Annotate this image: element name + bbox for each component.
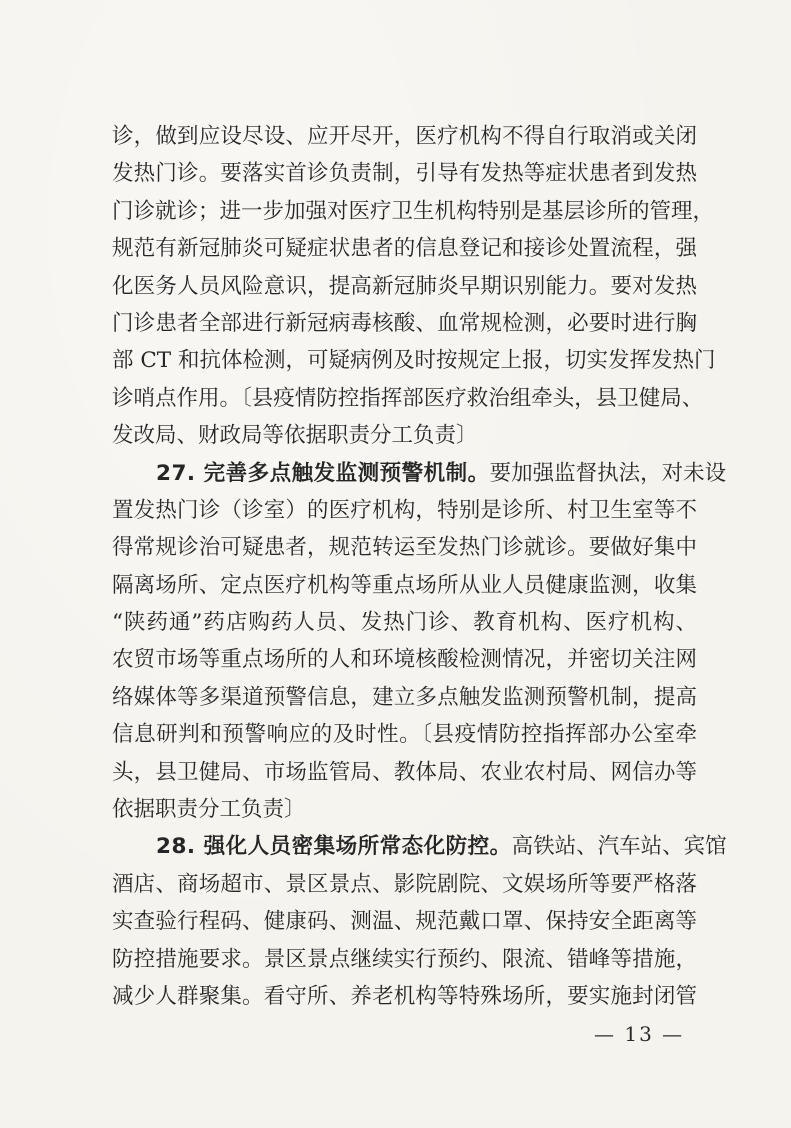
- section-27-line: 头，县卫健局、市场监管局、教体局、农业农村局、网信办等: [112, 759, 697, 785]
- section-28-line: 实查验行程码、健康码、测温、规范戴口罩、保持安全距离等: [112, 909, 697, 935]
- section-27-line: 得常规诊治可疑患者，规范转运至发热门诊就诊。要做好集中: [112, 535, 697, 561]
- section-28-line: 减少人群聚集。看守所、养老机构等特殊场所，要实施封闭管: [112, 983, 697, 1009]
- section-28-first-line: [112, 828, 727, 865]
- section-27-line: 络媒体等多渠道预警信息，建立多点触发监测预警机制，提高: [112, 684, 697, 710]
- body-line: 发改局、财政局等依据职责分工负责〕: [112, 423, 478, 449]
- section-27-heading: 27. 完善多点触发监测预警机制。: [156, 460, 490, 486]
- body-line: 诊哨点作用。〔县疫情防控指挥部医疗救治组牵头，县卫健局、: [112, 385, 704, 411]
- section-28-line: 酒店、商场超市、景区景点、影院剧院、文娱场所等要严格落: [112, 871, 697, 897]
- body-line: 发热门诊。要落实首诊负责制，引导有发热等症状患者到发热: [112, 161, 697, 187]
- body-line: 规范有新冠肺炎可疑症状患者的信息登记和接诊处置流程，强: [112, 236, 697, 262]
- section-27-first-line: [112, 455, 727, 492]
- body-line: 门诊患者全部进行新冠病毒核酸、血常规检测，必要时进行胸: [112, 310, 697, 336]
- body-text: [112, 118, 727, 1015]
- section-28-line: 防控措施要求。景区景点继续实行预约、限流、错峰等措施，: [112, 946, 697, 972]
- section-27-line: 隔离场所、定点医疗机构等重点场所从业人员健康监测，收集: [112, 572, 697, 598]
- section-28-first-line-text: 高铁站、汽车站、宾馆: [511, 834, 727, 860]
- body-line: 化医务人员风险意识，提高新冠肺炎早期识别能力。要对发热: [112, 273, 697, 299]
- section-28-heading: 28. 强化人员密集场所常态化防控。: [156, 834, 512, 860]
- section-27-line: 信息研判和预警响应的及时性。〔县疫情防控指挥部办公室牵: [112, 722, 697, 748]
- body-line: 诊，做到应设尽设、应开尽开，医疗机构不得自行取消或关闭: [112, 124, 697, 149]
- section-27-line: 农贸市场等重点场所的人和环境核酸检测情况，并密切关注网: [112, 647, 697, 673]
- section-27-line: 置发热门诊（诊室）的医疗机构，特别是诊所、村卫生室等不: [112, 497, 697, 523]
- section-27-line: 依据职责分工负责〕: [112, 797, 306, 823]
- body-line: 部 CT 和抗体检测，可疑病例及时按规定上报，切实发挥发热门: [112, 348, 716, 374]
- section-27-line: “陕药通”药店购药人员、发热门诊、教育机构、医疗机构、: [112, 610, 697, 636]
- section-27-first-line-text: 要加强监督执法，对未设: [489, 460, 727, 486]
- body-line: 门诊就诊；进一步加强对医疗卫生机构特别是基层诊所的管理，: [112, 198, 715, 224]
- page-number: — 13 —: [594, 1022, 685, 1046]
